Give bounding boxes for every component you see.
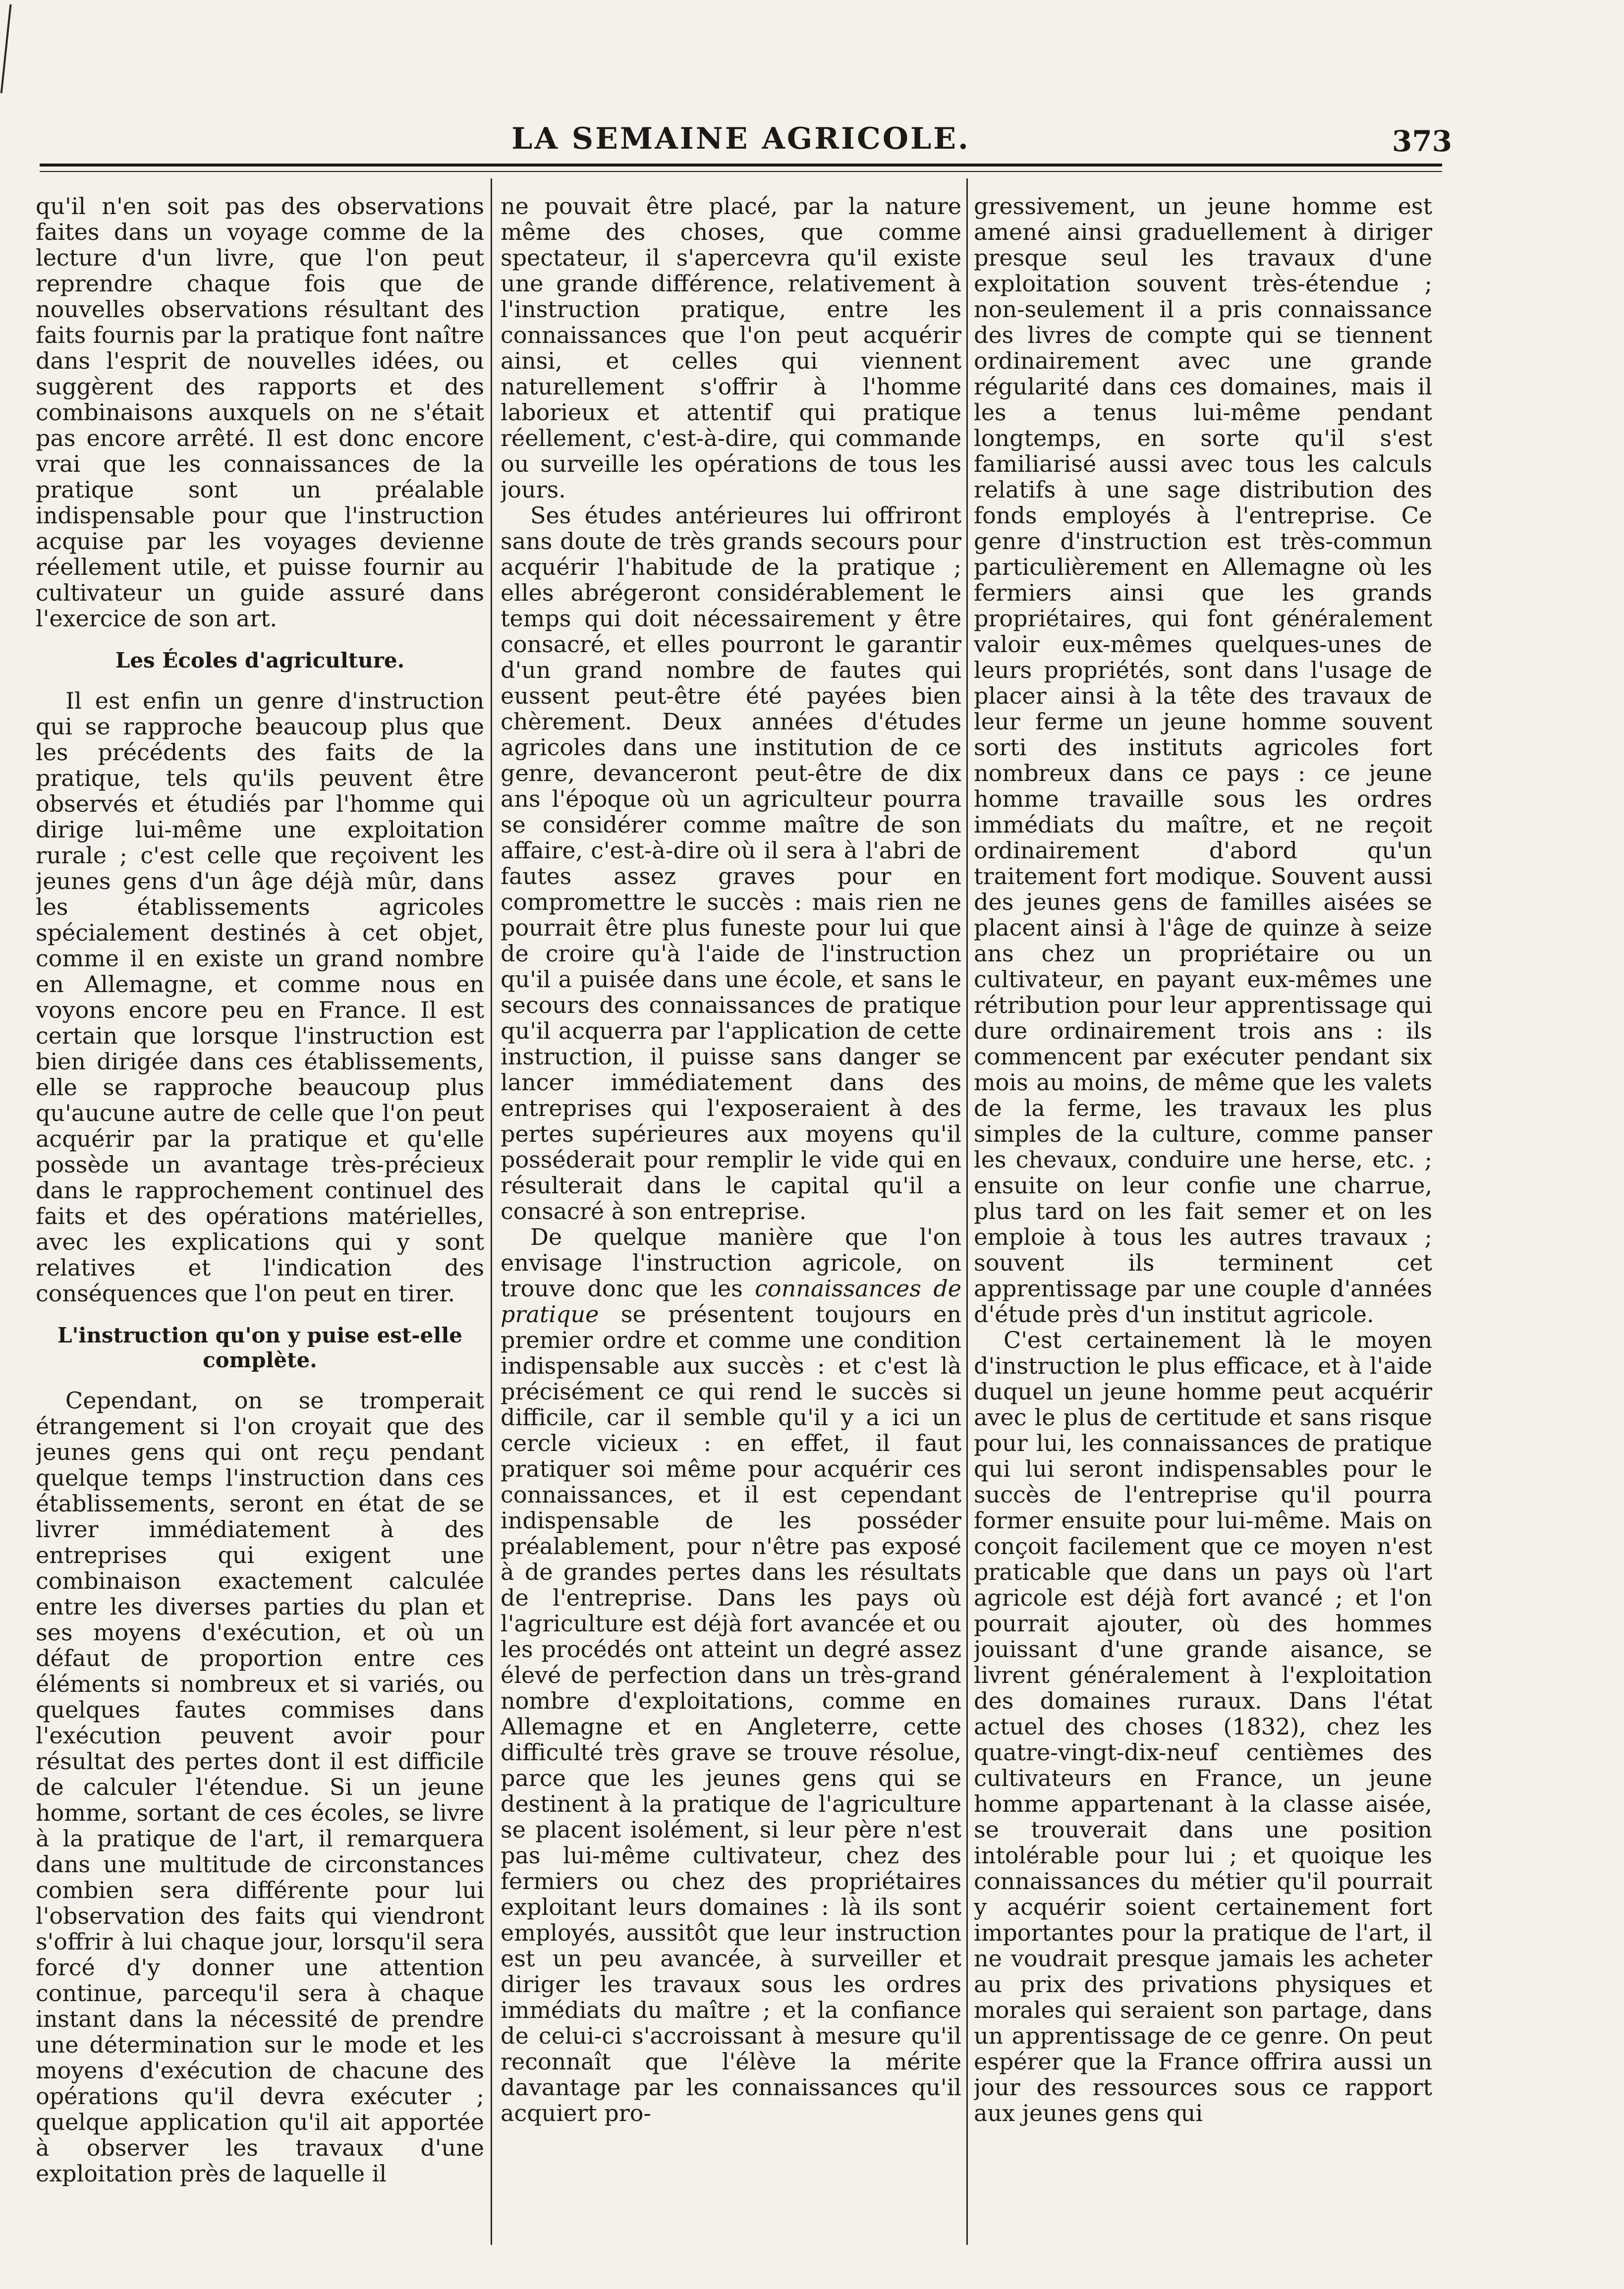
column-2 bbox=[501, 193, 961, 2235]
header-rule bbox=[40, 164, 1442, 167]
italic-phrase: connaissances de pratique bbox=[501, 1275, 961, 1328]
paragraph: Cependant, on se tromperait étrangement si l'on croyait que des jeunes gens qui ont reçu pendant quelque temps l'instruction dans ces établissements, seront en état de se livrer immédiatement à des entreprises qui exigent une combinaison exactement calculée entre les diverses parties du plan et ses moyens d'exécution, et où un défaut de proportion entre ces éléments si nombreux et si variés, ou quelques fautes commises dans l'exécution peuvent avoir pour résultat des pertes dont il est difficile de calculer l'étendue. Si un jeune homme, sortant de ces écoles, se livre à la pratique de l'art, il remarquera dans une multitude de circonstances combien sera différente pour lui l'observation des faits qui viendront s'offrir à lui chaque jour, lorsqu'il sera forcé d'y donner une attention continue, parcequ'il sera à chaque instant dans la nécessité de prendre une détermination sur le mode et les moyens d'exécution de chacune des opérations qu'il devra exécuter ; quelque application qu'il ait apportée à observer les travaux d'une exploitation près de laquelle il bbox=[36, 1387, 484, 2187]
paragraph: Il est enfin un genre d'instruction qui se rapproche beaucoup plus que les précédents des faits de la pratique, tels qu'ils peuvent être observés et étudiés par l'homme qui dirige lui-même une exploitation rurale ; c'est celle que reçoivent les jeunes gens d'un âge déjà mûr, dans les établissements agricoles spécialement destinés à cet objet, comme il en existe un grand nombre en Allemagne, et comme nous en voyons encore peu en France. Il est certain que lorsque l'instruction est bien dirigée dans ces établissements, elle se rapproche beaucoup plus qu'aucune autre de celle que l'on peut acquérir par la pratique et qu'elle possède un avantage très-précieux dans le rapprochement continuel des faits et des opérations matérielles, avec les explications qui y sont relatives et l'indication des conséquences que l'on peut en tirer. bbox=[36, 687, 484, 1307]
text-run: se présentent toujours en premier ordre et comme une condition indispensable aux succès : et c'est là précisément ce qui rend le succès si difficile, car il semble qu'il y a ici un cercle vicieux : en effet, il faut pratiquer soi même pour acquérir ces connaissances, et il est cependant indispensable de les posséder préalablement, pour n'être pas exposé à de grandes pertes dans les résultats de l'entreprise. Dans les pays où l'agriculture est déjà fort avancée et ou les procédés ont atteint un degré assez élevé de perfection dans un très-grand nombre d'exploitations, comme en Allemagne et en Angleterre, cette difficulté très grave se trouve résolue, parce que les jeunes gens qui se destinent à la pratique de l'agriculture se placent isolément, si leur père n'est pas lui-même cultivateur, chez des fermiers ou chez des propriétaires exploitant leurs domaines : là ils sont employés, aussitôt que leur instruction est un peu avancée, à surveiller et diriger les travaux sous les ordres immédiats du maître ; et la confiance de celui-ci s'accroissant à mesure qu'il reconnaît que l'élève la mérite davantage par les connaissances qu'il acquiert pro- bbox=[501, 1301, 961, 2126]
paragraph: C'est certainement là le moyen d'instruction le plus efficace, et à l'aide duquel un jeune homme peut acquérir avec le plus de certitude et sans risque pour lui, les connaissances de pratique qui lui seront indispensables pour le succès de l'entreprise qu'il pourra former ensuite pour lui-même. Mais on conçoit facilement que ce moyen n'est praticable que dans un pays où l'art agricole est déjà fort avancé ; et l'on pourrait ajouter, où des hommes jouissant d'une grande aisance, se livrent généralement à l'exploitation des domaines ruraux. Dans l'état actuel des choses (1832), chez les quatre-vingt-dix-neuf centièmes des cultivateurs en France, un jeune homme appartenant à la classe aisée, se trouverait dans une position intolérable pour lui ; et quoique les connaissances du métier qu'il pourrait y acquérir soient certainement fort importantes pour la pratique de l'art, il ne voudrait presque jamais les acheter au prix des privations physiques et morales qui seraient son partage, dans un apprentissage de ce genre. On peut espérer que la France offrira aussi un jour des ressources sous ce rapport aux jeunes gens qui bbox=[974, 1327, 1432, 2126]
text-run: De quelque manière que l'on envisage l'instruction agricole, on trouve donc que les bbox=[501, 1224, 961, 1302]
column-divider bbox=[491, 178, 492, 2245]
section-heading: L'instruction qu'on y puise est-elle complète. bbox=[57, 1323, 463, 1372]
paragraph bbox=[501, 1224, 961, 2126]
scan-edge-mark bbox=[0, 4, 27, 95]
page-header bbox=[40, 121, 1452, 166]
paragraph: Ses études antérieures lui offriront sans doute de très grands secours pour acquérir l'habitude de la pratique ; elles abrégeront considérablement le temps qui doit nécessairement y être consacré, et elles pourront le garantir d'un grand nombre de fautes qui eussent peut-être été payées bien chèrement. Deux années d'études agricoles dans une institution de ce genre, devanceront peut-être de dix ans l'époque où un agriculteur pourra se considérer comme maître de son affaire, c'est-à-dire où il sera à l'abri de fautes assez graves pour en compromettre le succès : mais rien ne pourrait être plus funeste pour lui que de croire qu'à l'aide de l'instruction qu'il a puisée dans une école, et sans le secours des connaissances de pratique qu'il acquerra par l'application de cette instruction, il puisse sans danger se lancer immédiatement dans des entreprises qui l'exposeraient à des pertes supérieures aux moyens qu'il posséderait pour remplir le vide qui en résulterait dans le capital qu'il a consacré à son entreprise. bbox=[501, 502, 961, 1225]
column-divider bbox=[966, 178, 968, 2245]
page-number: 373 bbox=[1392, 124, 1452, 158]
section-heading: Les Écoles d'agriculture. bbox=[115, 648, 405, 672]
paragraph: qu'il n'en soit pas des observations faites dans un voyage comme de la lecture d'un livre, que l'on peut reprendre chaque fois que de nouvelles observations résultant des faits fournis par la pratique font naître dans l'esprit de nouvelles idées, ou suggèrent des rapports et des combinaisons auxquels on ne s'était pas encore arrêté. Il est donc encore vrai que les connaissances de la pratique sont un préalable indispensable pour que l'instruction acquise par les voyages devienne réellement utile, et puisse fournir au cultivateur un guide assuré dans l'exercice de son art. bbox=[36, 193, 484, 632]
paragraph: ne pouvait être placé, par la nature même des choses, que comme spectateur, il s'apercevra qu'il existe une grande différence, relativement à l'instruction pratique, entre les connaissances que l'on peut acquérir ainsi, et celles qui viennent naturellement s'offrir à l'homme laborieux et attentif qui pratique réellement, c'est-à-dire, qui commande ou surveille les opérations de tous les jours. bbox=[501, 193, 961, 503]
column-1 bbox=[36, 193, 484, 2235]
column-3 bbox=[974, 193, 1432, 2235]
journal-title: LA SEMAINE AGRICOLE. bbox=[511, 121, 970, 156]
paragraph: gressivement, un jeune homme est amené ainsi graduellement à diriger presque seul les travaux d'une exploitation souvent très-étendue ; non-seulement il a pris connaissance des livres de compte qui se tiennent ordinairement avec une grande régularité dans ces domaines, mais il les a tenus lui-même pendant longtemps, en sorte qu'il s'est familiarisé aussi avec tous les calculs relatifs à une sage distribution des fonds employés à l'entreprise. Ce genre d'instruction est très-commun particulièrement en Allemagne où les fermiers ainsi que les grands propriétaires, qui font généralement valoir eux-mêmes quelques-unes de leurs propriétés, sont dans l'usage de placer ainsi à la tête des travaux de leur ferme un jeune homme souvent sorti des instituts agricoles fort nombreux dans ce pays : ce jeune homme travaille sous les ordres immédiats du maître, et ne reçoit ordinairement d'abord qu'un traitement fort modique. Souvent aussi des jeunes gens de familles aisées se placent ainsi à l'âge de quinze à seize ans chez un propriétaire ou un cultivateur, en payant eux-mêmes une rétribution pour leur apprentissage qui dure ordinairement trois ans : ils commencent par exécuter pendant six mois au moins, de même que les valets de la ferme, les travaux les plus simples de la culture, comme panser les chevaux, conduire une herse, etc. ; ensuite on leur confie une charrue, plus tard on les fait semer et on les emploie à tous les autres travaux ; souvent ils terminent cet apprentissage par une couple d'années d'étude près d'un institut agricole. bbox=[974, 193, 1432, 1328]
header-rule-thin bbox=[40, 171, 1442, 172]
